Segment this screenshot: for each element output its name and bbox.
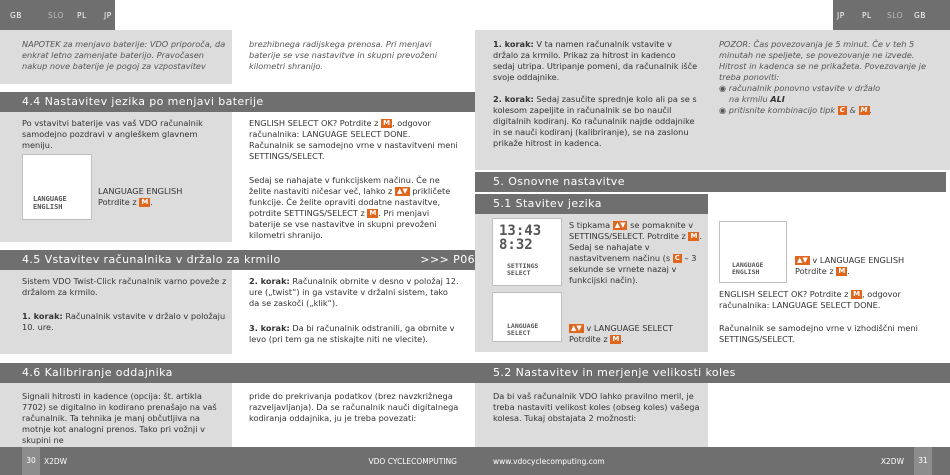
caption-line-2: Potrdite z M . xyxy=(98,197,153,208)
lcd-line-english-r: ENGLISH xyxy=(732,268,760,276)
lcd-line-1: LANGUAGE xyxy=(33,195,67,203)
page-number-left: 30 xyxy=(22,447,40,475)
lcd-language-english xyxy=(22,154,92,220)
s44-return-note: Računalnik se samodejno vrne v nastavitveni meni SETTINGS/SELECT. xyxy=(249,140,458,162)
section-4-6-title: 4.6 Kalibriranje oddajnika xyxy=(0,363,475,383)
section-4-4-title: 4.4 Nastavitev jezika po menjavi baterije xyxy=(0,92,475,112)
lcd-language-english-right xyxy=(719,221,787,283)
s45-ref: >>> P06 xyxy=(420,253,475,266)
calib-warning: POZOR: Čas povezovanja je 5 minut. Če v teh 5 minutah ne speljete, se povezovanje ne izvede. Hitrost in kadenca se ne prikažeta. Povezovanje je treba ponoviti: ◉ računalnik ponovno vstavite v držalo na krmilu ALI ◉ pritisnite kombinacijo tipk C & M . xyxy=(719,39,939,116)
lcd-line-language: LANGUAGE xyxy=(507,322,539,330)
lcd-speed-screen xyxy=(492,218,562,286)
s44-caption xyxy=(98,186,223,208)
section-5-1-title: 5.1 Stavitev jezika xyxy=(475,194,708,214)
updown-key-icon: ▲▼ xyxy=(614,221,626,229)
lcd-settings: SETTINGS xyxy=(507,262,539,270)
caption-line-1: LANGUAGE ENGLISH xyxy=(98,186,183,196)
lang-jp-right[interactable]: JP xyxy=(837,11,845,20)
bullet-icon: ◉ xyxy=(719,83,727,94)
footer-right xyxy=(475,447,950,475)
m-key-icon: M xyxy=(853,290,861,298)
footer-left xyxy=(0,447,475,475)
lang-pl-left[interactable]: PL xyxy=(77,11,87,20)
s51-text-2: ▲▼ v LANGUAGE SELECT Potrdite z M . xyxy=(569,323,674,345)
lcd-line-language-r: LANGUAGE xyxy=(732,261,764,269)
warning-bullet-1b: na krmilu ALI xyxy=(729,94,785,105)
lang-slo-left[interactable]: SLO xyxy=(48,11,65,20)
lcd-line-select: SELECT xyxy=(507,329,531,337)
s44-right-text-1: ENGLISH SELECT OK? Potrdite z M , odgovor računalnika: LANGUAGE SELECT DONE. Računalnik se samodejno vrne v nastavitveni meni SETTINGS/SELECT. xyxy=(249,118,458,162)
s46-text-1: Signali hitrosti in kadence (opcija: št. artikla 7702) se digitalno in kodirano prenašajo na vaš računalnik. Ta tehnika je manj občutljiva na motnje kot analogni prenos. Tako pri vožnji v skupini ne xyxy=(22,391,217,446)
m-key-icon: M xyxy=(141,198,149,207)
c-key-icon: C xyxy=(839,106,845,115)
s46-text-2: pride do prekrivanja podatkov (brez navzkrižnega razveljavljanja). Da se računalnik nauči digitalnega kodiranja oddajnika, ju je treba povezati: xyxy=(249,391,459,424)
lcd-select: SELECT xyxy=(507,269,531,277)
lang-gb-left[interactable]: GB xyxy=(10,11,22,20)
warning-bullet-1: ◉ računalnik ponovno vstavite v držalo xyxy=(719,83,881,94)
warning-bullet-2: ◉ pritisnite kombinacijo tipk C & M . xyxy=(719,105,873,116)
s45-step-3: 3. korak: Da bi računalnik odstranili, ga obrnite v levo (pri tem ga ne stiskajte niti ne vlecite). xyxy=(249,323,455,345)
m-key-icon: M xyxy=(612,335,620,344)
model-right: X2DW xyxy=(880,457,904,466)
calib-step-2: 2. korak: Sedaj zasučite sprednje kolo ali pa se s kolesom zapeljite in računalnik se bo naučil digitalnih kodiranj. Ko računalnik najde oddajnike in se nauči kodiranj (kalibriranje), se na zaslonu prikaže hitrost in kadenca. xyxy=(493,94,697,149)
m-key-icon: M xyxy=(860,106,868,115)
section-4-5-title: 4.5 Vstavitev računalnika v držalo za krmilo >>> P06 xyxy=(0,250,475,270)
section-5-title: 5. Osnovne nastavitve xyxy=(475,172,946,192)
updown-key-icon: ▲▼ xyxy=(797,256,808,264)
updown-key-icon: ▲▼ xyxy=(571,324,582,332)
lang-slo-right[interactable]: SLO xyxy=(887,11,904,20)
s44-intro: Po vstavitvi baterije vas vaš VDO računalnik samodejno pozdravi v angleškem glavnem meniju. xyxy=(22,118,203,151)
model-left: X2DW xyxy=(44,457,68,466)
m-key-icon: M xyxy=(690,232,698,241)
s51-text-5: Računalnik se samodejno vrne v izhodiščni meni SETTINGS/SELECT. xyxy=(719,323,918,345)
m-key-icon: M xyxy=(383,119,391,127)
s51-text-4: ENGLISH SELECT OK? Potrdite z M , odgovor računalnika: LANGUAGE SELECT DONE. xyxy=(719,289,901,311)
lcd-line-2: ENGLISH xyxy=(33,203,63,211)
lang-gb-right[interactable]: GB xyxy=(914,11,926,20)
updown-key-icon: ▲▼ xyxy=(396,187,408,196)
battery-note: NAPOTEK za menjavo baterije: VDO priporoča, da enkrat letno zamenjate baterijo. Pravočasen nakup nove baterije je pogoj za vzpostavitev xyxy=(22,39,226,72)
lcd-language-select xyxy=(492,292,562,342)
s51-text-3: ▲▼ v LANGUAGE ENGLISH Potrdite z M . xyxy=(795,255,905,277)
website-link[interactable]: www.vdocyclecomputing.com xyxy=(493,457,605,466)
brand: VDO CYCLECOMPUTING xyxy=(368,457,457,466)
lang-jp-left[interactable]: JP xyxy=(104,11,112,20)
calib-step-1: 1. korak: V ta namen računalnik vstavite v držalo za krmilo. Prikaz za hitrost in kadenco sedaj utripa. Utripanje pomeni, da računalnik išče svoje oddajnike. xyxy=(493,39,698,83)
page-number-right: 31 xyxy=(914,447,932,475)
m-key-icon: M xyxy=(369,209,377,218)
s52-text: Da bi vaš računalnik VDO lahko pravilno meril, je treba nastaviti velikost koles (obseg koles) vašega kolesa. Tukaj obstajata 2 možnosti: xyxy=(493,391,700,424)
s45-step-2: 2. korak: Računalnik obrnite v desno v položaj 12. ure („twist“) in ga vstavite v držalni sistem, tako da se zaskoči („klik“). xyxy=(249,276,459,309)
battery-note-cont: brezhibnega radijskega prenosa. Pri menjavi baterije se vse nastavitve in skupni prevoženi kilometri shranijo. xyxy=(249,39,437,72)
m-key-icon: M xyxy=(838,267,846,276)
s51-text-1: S tipkama ▲▼ se pomaknite v SETTINGS/SELECT. Potrdite z M . Sedaj se nahajate v nastavitvenem načinu (s C – 3 sekunde se vrnete nazaj v funkcijski način). xyxy=(569,220,703,286)
bullet-icon: ◉ xyxy=(719,105,727,116)
c-key-icon: C xyxy=(674,254,680,263)
s44-right-text-2: Sedaj se nahajate v funkcijskem načinu. Če ne želite nastaviti ničesar več, lahko z ▲▼ prikličete funkcije. Če želite opraviti dodatne nastavitve, potrdite SETTINGS/SELECT z M . Pri menjavi baterije se vse nastavitve in skupni prevoženi kilometri shranijo. xyxy=(249,175,451,241)
s45-step-1: 1. korak: Računalnik vstavite v držalo v položaju 10. ure. xyxy=(22,311,226,333)
section-5-2-title: 5.2 Nastavitev in merjenje velikosti koles xyxy=(475,363,950,383)
s45-intro: Sistem VDO Twist-Click računalnik varno poveže z držalom za krmilo. xyxy=(22,276,227,298)
lcd-speed-readout: 13:43 8:32 xyxy=(499,223,542,253)
lang-pl-right[interactable]: PL xyxy=(862,11,872,20)
